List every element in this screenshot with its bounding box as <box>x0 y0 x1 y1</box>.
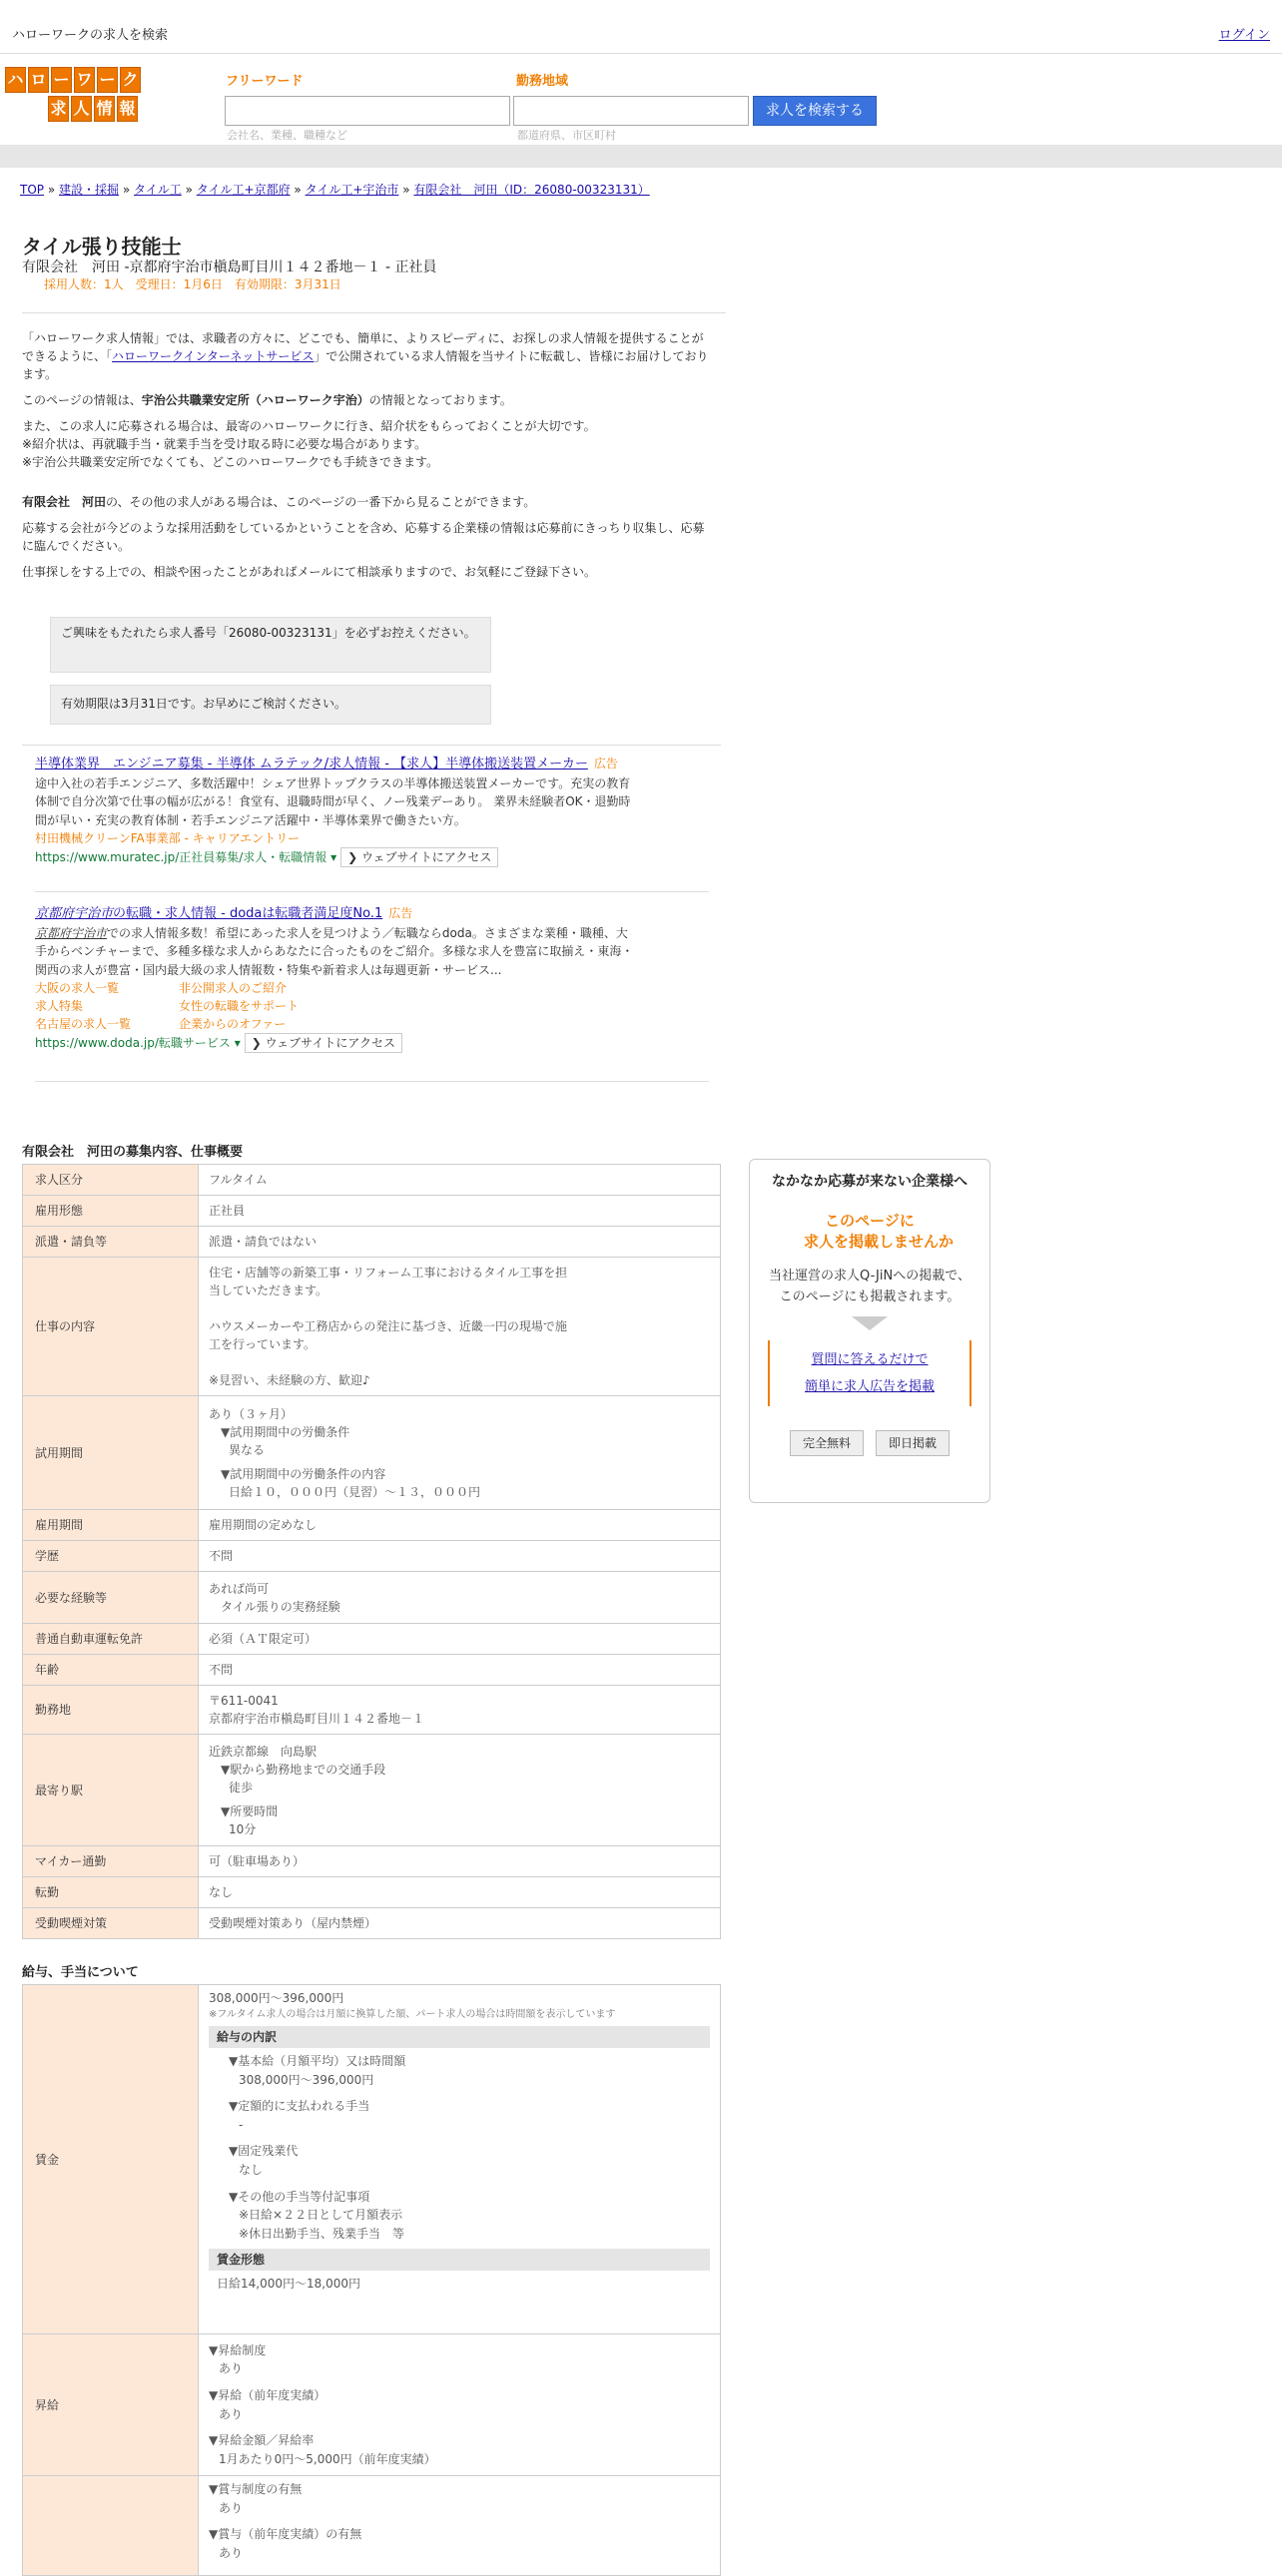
search-button[interactable]: 求人を検索する <box>753 96 877 126</box>
row-label: 受動喫煙対策 <box>23 1908 199 1939</box>
visit-label: ウェブサイトにアクセス <box>361 850 492 865</box>
breadcrumb-sep: » <box>398 183 414 197</box>
ad-url[interactable]: https://www.muratec.jp/正社員募集/求人・転職情報 <box>35 850 327 865</box>
breakdown-item: ▼固定残業代 <box>229 2144 299 2159</box>
value-line: あり（３ヶ月） <box>209 1406 294 1421</box>
breadcrumb-sep: » <box>290 183 306 197</box>
row-value <box>199 2334 721 2476</box>
value-line: ▼試用期間中の労働条件の内容 <box>221 1466 386 1481</box>
breadcrumb <box>20 181 650 199</box>
value-line: 京都府宇治市槇島町目川１４２番地－１ <box>209 1712 425 1726</box>
row-value: 受動喫煙対策あり（屋内禁煙） <box>199 1908 721 1939</box>
breakdown-item: ▼定額的に支払われる手当 <box>229 2099 370 2114</box>
row-value <box>199 1686 721 1735</box>
table-row <box>23 2334 721 2476</box>
intro-text-part: 」で公開されている求人情報を当サイトに転載し、皆様にお届けしております。 <box>22 349 709 381</box>
row-value <box>199 1258 721 1396</box>
ad-sitelink[interactable]: 大阪の求人一覧 <box>35 981 120 996</box>
value-line: ▼賞与（前年度実績）の有無 <box>209 2527 362 2542</box>
value-line: あり <box>219 2545 244 2560</box>
intro-paragraph <box>22 391 711 409</box>
expiry-notice: 有効期限は3月31日です。お早めにご検討ください。 <box>50 685 491 725</box>
value-line: 工を行っています。 <box>209 1337 317 1351</box>
logo-char: ー <box>97 67 118 93</box>
chevron-down-icon[interactable]: ▾ <box>326 850 337 865</box>
value-line: あり <box>219 2361 244 2376</box>
row-value: 可（駐車場あり） <box>199 1846 721 1877</box>
row-label: 昇給 <box>23 2334 199 2476</box>
same-day-button[interactable]: 即日掲載 <box>876 1430 950 1456</box>
intro-paragraph: 応募する会社が今どのような採用活動をしているかということを含め、応募する企業様の情報は応募前にきっちり収集し、応募に臨んでください。 <box>22 521 705 553</box>
value-line: ※見習い、未経験の方、歓迎♪ <box>209 1373 370 1387</box>
table-row <box>23 1908 721 1939</box>
sidebar-text <box>750 1267 989 1308</box>
ad-desc-keyword: 京都府宇治市 <box>35 925 108 940</box>
cta-line: このページに <box>825 1212 915 1230</box>
row-label: 雇用期間 <box>23 1510 199 1541</box>
row-value: 雇用期間の定めなし <box>199 1510 721 1541</box>
logo-char: ク <box>120 67 141 93</box>
intro-line: ※紹介状は、再就職手当・就業手当を受け取る時に必要な場合があります。 <box>22 437 427 451</box>
value-line: あれば尚可 <box>209 1581 270 1596</box>
divider <box>35 1081 709 1082</box>
login-link[interactable]: ログイン <box>1218 28 1270 43</box>
value-line: 〒611-0041 <box>209 1694 279 1708</box>
row-label: 年齢 <box>23 1655 199 1686</box>
value-line: 住宅・店舗等の新築工事・リフォーム工事におけるタイル工事を担 <box>209 1266 568 1280</box>
table-row <box>23 1655 721 1686</box>
value-line: 当していただきます。 <box>209 1284 328 1297</box>
breakdown-item: ▼その他の手当等付記事項 <box>229 2189 370 2204</box>
ad-sitelinks <box>35 979 634 1033</box>
visit-label: ウェブサイトにアクセス <box>265 1036 395 1051</box>
breadcrumb-item[interactable]: 有限会社 河田（ID：26080-00323131） <box>413 183 650 197</box>
ad-muratec <box>35 755 634 867</box>
intro-text-part: の、その他の求人がある場合は、このページの一番下から見ることができます。 <box>106 495 536 509</box>
breadcrumb-item[interactable]: タイル工+宇治市 <box>305 183 399 197</box>
row-value: 正社員 <box>199 1196 721 1227</box>
row-value <box>199 1985 721 2334</box>
divider <box>22 312 726 313</box>
value-line: 異なる <box>229 1442 266 1457</box>
row-label: 最寄り駅 <box>23 1735 199 1846</box>
sidebar-badges <box>750 1430 989 1456</box>
row-label: 賃金 <box>23 1985 199 2334</box>
value-line: 1月あたり0円〜5,000円（前年度実績） <box>219 2451 436 2466</box>
salary-breakdown-heading: 給与の内訳 <box>209 2026 710 2048</box>
value-line: タイル張りの実務経験 <box>221 1599 340 1614</box>
ad-sitelink[interactable]: 女性の転職をサポート <box>179 999 300 1014</box>
logo-char: ワ <box>74 67 95 93</box>
value-line: ハウスメーカーや工務店からの発注に基づき、近畿一円の現場で施 <box>209 1319 567 1333</box>
table-row <box>23 1258 721 1396</box>
value-line: ▼駅から勤務地までの交通手段 <box>221 1762 386 1777</box>
row-value: 必須（ＡＴ限定可） <box>199 1624 721 1655</box>
row-value: 不問 <box>199 1541 721 1572</box>
intro-paragraph <box>22 329 711 383</box>
details-section-title: 有限会社 河田の募集内容、仕事概要 <box>22 1145 244 1160</box>
ad-sitelink[interactable]: 非公開求人のご紹介 <box>179 981 288 996</box>
office-name: 宇治公共職業安定所（ハローワーク宇治） <box>141 393 369 407</box>
value-line: ▼昇給制度 <box>209 2342 267 2357</box>
table-row <box>23 1396 721 1510</box>
intro-text-part: の情報となっております。 <box>368 393 512 407</box>
intro-line: ※宇治公共職業安定所でなくても、どこのハローワークでも手続きできます。 <box>22 455 439 469</box>
search-bar <box>0 54 1282 146</box>
ad-desc-text: での求人情報多数！希望にあった求人を見つけよう／転職ならdoda。さまざまな業種・職種、大手からベンチャーまで、多種多様な求人からあなたに合ったものをご紹介。多様な求人を豊富に取揃え・東海・関西の求人が豊富・国内最大級の求人情報数・特集や新着求人は毎週更新・サービス... <box>35 925 634 977</box>
table-row <box>23 1846 721 1877</box>
sidebar-heading: なかなか応募が来ない企業様へ <box>772 1174 967 1190</box>
row-label: 普通自動車運転免許 <box>23 1624 199 1655</box>
gray-divider <box>0 146 1282 168</box>
table-row <box>23 1541 721 1572</box>
value-line: あり <box>219 2500 244 2515</box>
table-row <box>23 1735 721 1846</box>
company-name: 有限会社 河田 <box>22 495 107 509</box>
job-title: タイル張り技能士 <box>22 235 182 258</box>
breadcrumb-item[interactable]: 建設・採掘 <box>59 183 120 197</box>
row-value: 派遣・請負ではない <box>199 1227 721 1258</box>
ad-sitelink[interactable]: 名古屋の求人一覧 <box>35 1017 132 1032</box>
intro-text <box>22 329 711 589</box>
value-line: 日給１０，０００円（見習）～１３，０００円 <box>229 1484 481 1499</box>
breadcrumb-sep: » <box>181 183 197 197</box>
salary-section-title: 給与、手当について <box>22 1965 139 1980</box>
breakdown-item: ▼基本給（月額平均）又は時間額 <box>229 2054 406 2068</box>
salary-type-heading: 賃金形態 <box>209 2249 710 2271</box>
post-job-ad-link[interactable]: 簡単に求人広告を掲載 <box>804 1378 935 1394</box>
ad-title-link[interactable]: 半導体業界 エンジニア募集 - 半導体 ムラテック/求人情報 - 【求人】半導体搬送装置メーカー <box>35 757 588 772</box>
value-line: 近鉄京都線 向島駅 <box>209 1744 318 1759</box>
intro-text-part: 「ハローワーク求人情報」では、求職者の方々に、どこでも、簡単に、よりスピーディに、お探しの求人情報を提供することができるように、「 <box>22 331 704 363</box>
logo-char: 求 <box>48 96 69 122</box>
free-button[interactable]: 完全無料 <box>790 1430 864 1456</box>
value-line: ▼試用期間中の労働条件 <box>221 1424 350 1439</box>
ad-tag: 広告 <box>388 906 413 920</box>
table-row <box>23 1165 721 1196</box>
salary-table <box>22 1984 721 2576</box>
divider <box>22 745 721 746</box>
breadcrumb-item[interactable]: タイル工+京都府 <box>196 183 291 197</box>
top-bar <box>0 0 1282 54</box>
row-label: 派遣・請負等 <box>23 1227 199 1258</box>
freeword-hint: 会社名、業種、職種など <box>227 129 347 142</box>
visit-website-button[interactable] <box>340 847 498 867</box>
breakdown-value: ※日給×２２日として月額表示 <box>239 2208 403 2223</box>
table-row <box>23 1227 721 1258</box>
chevron-right-icon: ❯ <box>347 850 362 865</box>
ad-title-link[interactable]: の転職・求人情報 - dodaは転職者満足度No.1 <box>113 906 383 921</box>
table-row <box>23 1196 721 1227</box>
chevron-down-icon[interactable]: ▾ <box>230 1036 241 1051</box>
intro-text-part: このページの情報は、 <box>22 393 142 407</box>
ad-doda <box>35 904 634 1053</box>
row-value: 不問 <box>199 1655 721 1686</box>
table-row <box>23 1624 721 1655</box>
sidebar-line: 当社運営の求人Q-JiNへの掲載で、 <box>769 1269 970 1284</box>
ad-sublink[interactable]: 村田機械クリーンFA事業部 - キャリアエントリー <box>35 831 301 846</box>
freeword-input[interactable] <box>225 96 510 126</box>
row-value: なし <box>199 1877 721 1908</box>
breadcrumb-item[interactable]: タイル工 <box>134 183 182 197</box>
logo-char: ー <box>51 67 72 93</box>
row-label: 仕事の内容 <box>23 1258 199 1396</box>
visit-website-button[interactable] <box>245 1033 402 1053</box>
site-title: ハローワークの求人を検索 <box>12 28 169 43</box>
sidebar-cta <box>750 1211 989 1253</box>
logo-char: 人 <box>71 96 92 122</box>
row-label: 転勤 <box>23 1877 199 1908</box>
row-label: マイカー通勤 <box>23 1846 199 1877</box>
row-value <box>199 1572 721 1624</box>
intro-paragraph <box>22 417 711 471</box>
ad-description <box>35 924 634 980</box>
table-row <box>23 1572 721 1624</box>
row-label <box>23 2476 199 2576</box>
sidebar-line: このページにも掲載されます。 <box>779 1288 961 1304</box>
table-row <box>23 2476 721 2576</box>
details-table <box>22 1164 721 1939</box>
breakdown-value: - <box>239 2117 244 2132</box>
row-value <box>199 1396 721 1510</box>
salary-type-value: 日給14,000円〜18,000円 <box>217 2277 360 2292</box>
job-number-notice: ご興味をもたれたら求人番号「26080-00323131」を必ずお控えください。 <box>50 617 491 673</box>
ad-sitelink[interactable]: 企業からのオファー <box>179 1017 287 1032</box>
breadcrumb-sep: » <box>119 183 134 197</box>
breakdown-value: 308,000円〜396,000円 <box>239 2072 374 2087</box>
intro-paragraph: 仕事探しをする上での、相談や困ったことがあればメールにて相談承りますので、お気軽にご登録下さい。 <box>22 565 597 579</box>
freeword-label: フリーワード <box>226 74 304 89</box>
value-line: ▼賞与制度の有無 <box>209 2482 303 2496</box>
breadcrumb-sep: » <box>44 183 59 197</box>
row-value: フルタイム <box>199 1165 721 1196</box>
intro-line: また、この求人に応募される場合は、最寄のハローワークに行き、紹介状をもらっておくことが大切です。 <box>22 419 596 433</box>
table-row <box>23 1510 721 1541</box>
table-row <box>23 1877 721 1908</box>
value-line: ▼所要時間 <box>221 1803 279 1818</box>
salary-note: ※フルタイム求人の場合は月額に換算した額、パート求人の場合は時間額を表示しています <box>209 2009 616 2020</box>
ad-sitelink[interactable]: 求人特集 <box>35 999 84 1014</box>
job-subtitle: 有限会社 河田 -京都府宇治市槇島町目川１４２番地－１ - 正社員 <box>22 259 437 275</box>
row-label: 試用期間 <box>23 1396 199 1510</box>
logo-char: ハ <box>5 67 26 93</box>
table-row <box>23 1985 721 2334</box>
table-row <box>23 1686 721 1735</box>
intro-paragraph <box>22 493 711 511</box>
divider <box>35 891 709 892</box>
row-label: 必要な経験等 <box>23 1572 199 1624</box>
ad-url[interactable]: https://www.doda.jp/転職サービス <box>35 1036 231 1051</box>
cta-line: 求人を掲載しませんか <box>803 1233 954 1251</box>
chevron-right-icon: ❯ <box>251 1036 266 1051</box>
breakdown-value: なし <box>239 2162 264 2177</box>
hellowork-internet-link[interactable]: ハローワークインターネットサービス <box>112 349 315 363</box>
salary-range: 308,000円〜396,000円 <box>209 1991 344 2005</box>
row-value <box>199 2476 721 2576</box>
advertise-sidebar <box>749 1159 990 1503</box>
row-value <box>199 1735 721 1846</box>
area-hint: 都道府県、市区町村 <box>517 129 616 142</box>
value-line: ▼昇給（前年度実績） <box>209 2387 326 2402</box>
value-line: 徒歩 <box>229 1780 254 1795</box>
value-line: あり <box>219 2406 244 2421</box>
value-line: 10分 <box>229 1821 257 1836</box>
ad-title-link[interactable]: 京都府宇治市 <box>35 906 114 921</box>
value-line: ▼昇給金額／昇給率 <box>209 2433 315 2448</box>
area-input[interactable] <box>513 96 749 126</box>
logo-char: 情 <box>94 96 115 122</box>
ad-tag: 広告 <box>593 757 618 771</box>
row-label: 雇用形態 <box>23 1196 199 1227</box>
breakdown-value: ※休日出勤手当、残業手当 等 <box>239 2226 405 2241</box>
row-label: 求人区分 <box>23 1165 199 1196</box>
sidebar-links <box>768 1340 971 1407</box>
row-label: 学歴 <box>23 1541 199 1572</box>
row-label: 勤務地 <box>23 1686 199 1735</box>
answer-questions-link[interactable]: 質問に答えるだけで <box>811 1351 929 1367</box>
breadcrumb-top[interactable]: TOP <box>20 183 45 197</box>
ad-description: 途中入社の若手エンジニア、多数活躍中！シェア世界トップクラスの半導体搬送装置メーカーです。充実の教育体制で自分次第で仕事の幅が広がる！食堂有、退職時間が早く、ノー残業デーあり。 業界未経験者OK・退勤時間が早い・充実の教育体制・若手エンジニア活躍中・半導体業界で働きたい方。 <box>35 775 631 827</box>
logo-char: 報 <box>117 96 138 122</box>
job-meta: 採用人数：1人 受理日：1月6日 有効期限：3月31日 <box>44 277 341 291</box>
logo-char: ロ <box>28 67 49 93</box>
area-label: 勤務地域 <box>516 74 569 89</box>
arrow-down-icon <box>852 1316 888 1330</box>
hellowork-logo[interactable] <box>5 67 181 125</box>
